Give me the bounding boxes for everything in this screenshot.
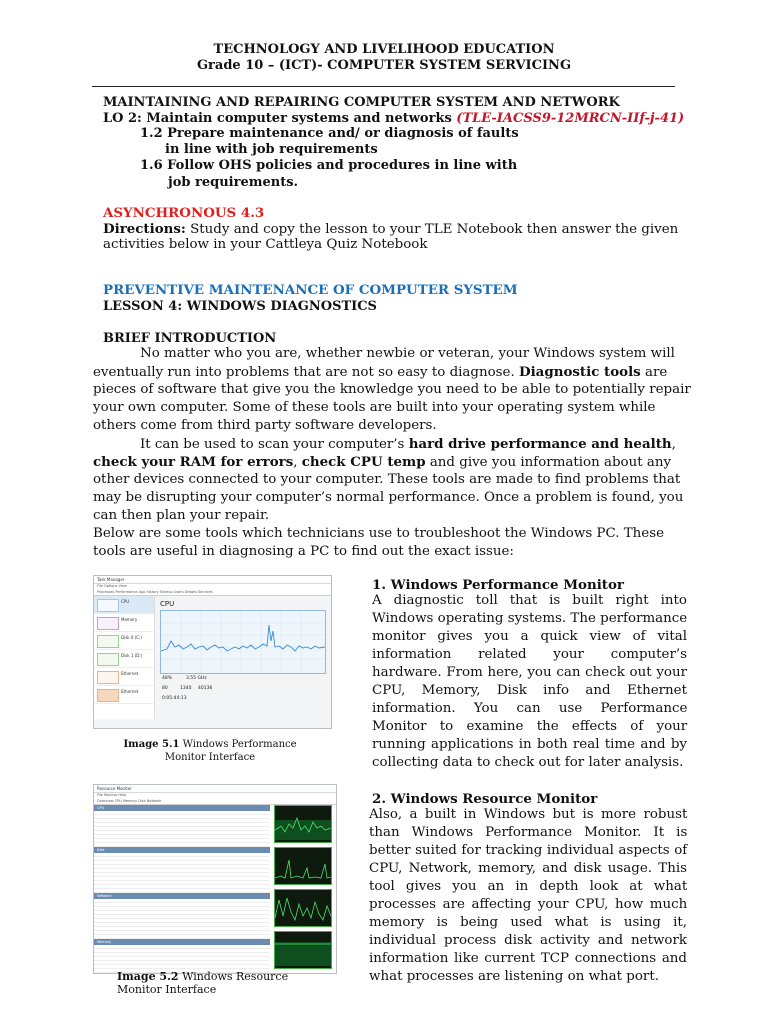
lesson-topic: PREVENTIVE MAINTENANCE OF COMPUTER SYSTEM [103, 282, 518, 298]
header-line1: TECHNOLOGY AND LIVELIHOOD EDUCATION [213, 42, 555, 57]
intro-p1-line4: your own computer. Some of these tools are built into your operating system while [93, 400, 656, 415]
objective-2-line2: job requirements. [168, 175, 299, 190]
intro-p2-line1-a: It can be used to scan your computer’s [140, 437, 409, 452]
mini-graph [97, 653, 119, 666]
intro-p1-line2 [93, 363, 667, 382]
rm-section-network: Network [94, 893, 270, 899]
intro-p1-line2-c: are [640, 365, 668, 380]
sidebar-ethernet1 [94, 668, 154, 686]
body-line: information related your computer’s [372, 647, 687, 662]
body-line: what processes are listening on what port. [369, 969, 659, 984]
cpu-speed: 3.55 GHz [186, 676, 207, 681]
cpu-handles: 40136 [198, 686, 213, 691]
learning-outcome [103, 111, 684, 126]
body-line: than Windows Performance Monitor. It is [369, 825, 688, 840]
body-line: memory is being used what is using it, [369, 915, 687, 930]
lesson-title: LESSON 4: WINDOWS DIAGNOSTICS [103, 299, 377, 314]
intro-p1-line3: pieces of software that give you the knowledge you need to be able to potentially repair [93, 382, 691, 397]
sidebar-ethernet1-label: Ethernet [121, 671, 139, 676]
cpu-usage-graph [160, 610, 326, 674]
directions-text: Study and copy the lesson to your TLE Notebook then answer the given [185, 222, 679, 237]
body-line: A diagnostic toll that is built right into [372, 593, 687, 608]
mini-graph [97, 635, 119, 648]
body-line: CPU, Network, memory, and disk usage. This [369, 861, 687, 876]
asynchronous-label: ASYNCHRONOUS 4.3 [103, 205, 265, 221]
sidebar-disk0-label: Disk 0 (C:) [121, 635, 142, 640]
caption-label: Image 5.2 [117, 970, 179, 983]
rm-memory-graph-svg [275, 932, 331, 966]
screenshot1-menu: File Options View [94, 584, 331, 589]
resource-monitor-screenshot [93, 784, 337, 974]
intro-p2-line2-d: and give you information about any [425, 455, 672, 470]
intro-p2-line1 [140, 435, 676, 454]
intro-p3-line2: tools are useful in diagnosing a PC to find out the exact issue: [93, 544, 514, 559]
intro-p2-line3: other devices connected to your computer. These tools are made to find problems that [93, 472, 681, 487]
body-line: CPU, Memory, Disk info and Ethernet [372, 683, 687, 698]
mini-graph [97, 689, 119, 702]
rm-graph-column [274, 805, 332, 969]
tool1-heading: 1. Windows Performance Monitor [372, 577, 624, 593]
objective-1-line1: 1.2 Prepare maintenance and/ or diagnosis of faults [140, 126, 519, 141]
intro-p2-line5: can then plan your repair. [93, 508, 270, 523]
body-line: Also, a built in Windows but is more robust [369, 807, 688, 822]
body-line: individual process disk activity and network [369, 933, 687, 948]
lo-text: LO 2: Maintain computer systems and networks [103, 111, 457, 126]
caption-text-2: Monitor Interface [117, 983, 217, 996]
body-line: information like current TCP connections and [369, 951, 687, 966]
intro-p3-line1: Below are some tools which technicians use to troubleshoot the Windows PC. These [93, 526, 665, 541]
sidebar-disk1-label: Disk 1 (D:) [121, 653, 143, 658]
caption-text-2: Monitor Interface [164, 752, 256, 763]
objective-1-line2: in line with job requirements [165, 142, 378, 157]
mini-graph [97, 617, 119, 630]
caption-label: Image 5.1 [123, 739, 180, 750]
header-line2: Grade 10 – (ICT)- COMPUTER SYSTEM SERVICING [196, 58, 572, 73]
caption-text: Windows Performance [179, 739, 297, 750]
intro-p2-line2-b: , [293, 455, 302, 470]
rm-network-graph-svg [275, 890, 331, 924]
directions-label: Directions: [103, 221, 186, 237]
tool1-body [372, 592, 687, 772]
screenshot1-title: Task Manager [94, 576, 331, 584]
mini-graph [97, 671, 119, 684]
screenshot1-sidebar [94, 596, 155, 719]
sidebar-ethernet2-label: Ethernet [121, 689, 139, 694]
cpu-processes: 80 [162, 686, 168, 691]
body-line: monitor gives you a quick view of vital [372, 629, 687, 644]
body-line: Monitor to examine the effects of your [372, 719, 688, 734]
screenshot2-menu: File Monitor Help [94, 793, 336, 798]
sidebar-disk0 [94, 632, 154, 650]
hdd-term: hard drive performance and health [408, 436, 672, 452]
intro-p2-line1-c: , [671, 437, 676, 452]
rm-disk-graph [274, 847, 332, 885]
intro-p1-line5: others come from third party software developers. [93, 418, 437, 433]
rm-section-memory: Memory [94, 939, 270, 945]
rm-cpu-graph-svg [275, 806, 331, 840]
cpu-term: check CPU temp [301, 454, 426, 470]
objective-2-line1: 1.6 Follow OHS policies and procedures in line with [140, 158, 518, 173]
rm-section-cpu: CPU [94, 805, 270, 811]
cpu-utilization: 48% [162, 676, 173, 681]
tool2-body [369, 806, 687, 986]
cpu-graph-svg [161, 611, 325, 673]
rm-cpu-graph [274, 805, 332, 843]
body-line: hardware. From here, you can check out your [372, 665, 687, 680]
directions-line2: activities below in your Cattleya Quiz Notebook [103, 237, 428, 252]
screenshot1-tabs: Processes Performance App history Startup Users Details Services [94, 589, 331, 596]
rm-disk-graph-svg [275, 848, 331, 882]
body-line: Windows operating systems. The performance [372, 611, 688, 626]
sidebar-memory [94, 614, 154, 632]
rm-memory-graph [274, 931, 332, 969]
cpu-uptime: 0:05:44:13 [162, 696, 187, 701]
intro-p1-line1: No matter who you are, whether newbie or veteran, your Windows system will [140, 346, 675, 361]
intro-p2-line4: may be disrupting your computer’s normal performance. Once a problem is found, you [93, 490, 684, 505]
body-line: information. You can use Performance [372, 701, 688, 716]
rm-network-graph [274, 889, 332, 927]
sidebar-ethernet2 [94, 686, 154, 704]
body-line: better suited for tracking individual aspects of [369, 843, 688, 858]
body-line: collecting data to check out for later analysis. [372, 755, 684, 770]
intro-p2-line2 [93, 453, 671, 472]
sidebar-cpu-label: CPU [121, 599, 130, 604]
cpu-threads: 1340 [180, 686, 192, 691]
sidebar-disk1 [94, 650, 154, 668]
intro-heading: BRIEF INTRODUCTION [103, 331, 277, 346]
body-line: processes are affecting your CPU, how much [369, 897, 688, 912]
body-line: tool gives you an in depth look at what [369, 879, 688, 894]
header-divider [92, 86, 675, 87]
lo-code: (TLE-IACSS9-12MRCN-IIf-j-41) [456, 111, 685, 126]
image-5-1-caption [110, 738, 310, 764]
diagnostic-tools-term: Diagnostic tools [518, 364, 641, 380]
screenshot2-tabs: Overview CPU Memory Disk Network [94, 798, 336, 805]
caption-text: Windows Resource [178, 970, 289, 983]
cpu-graph-title: CPU [160, 600, 175, 608]
mini-graph [97, 599, 119, 612]
sidebar-memory-label: Memory [121, 617, 138, 622]
sidebar-cpu [94, 596, 154, 614]
image-5-2-caption [117, 970, 317, 996]
tool2-heading: 2. Windows Resource Monitor [372, 791, 598, 807]
screenshot2-title: Resource Monitor [94, 785, 336, 793]
ram-term: check your RAM for errors [93, 454, 294, 470]
body-line: running applications in both real time and by [372, 737, 687, 752]
rm-section-disk: Disk [94, 847, 270, 853]
intro-p1-line2-a: eventually run into problems that are not so easy to diagnose. [93, 365, 519, 380]
performance-monitor-screenshot [93, 575, 332, 729]
objectives-title: MAINTAINING AND REPAIRING COMPUTER SYSTEM AND NETWORK [103, 95, 620, 110]
rm-sections [94, 805, 270, 974]
